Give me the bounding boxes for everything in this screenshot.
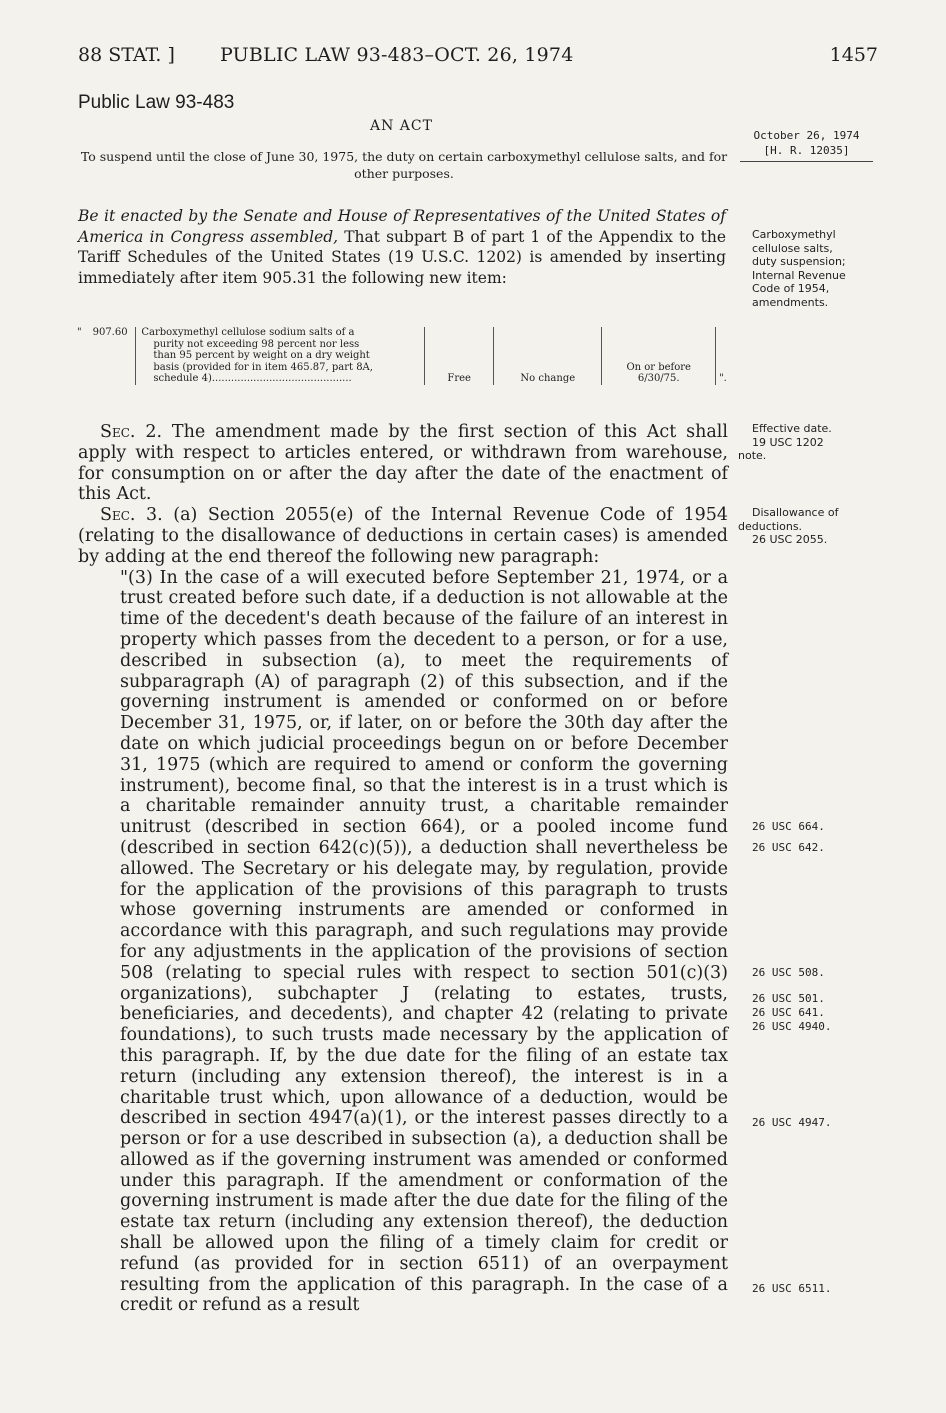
tariff-change: No change bbox=[494, 327, 602, 385]
running-title: PUBLIC LAW 93-483–OCT. 26, 1974 bbox=[220, 44, 574, 66]
open-quote: " bbox=[77, 327, 82, 338]
enacting-clause bbox=[78, 206, 726, 288]
tariff-period bbox=[602, 327, 716, 385]
margin-note-usc4947: 26 USC 4947. bbox=[752, 1116, 832, 1129]
margin-note-line: Internal Revenue bbox=[752, 268, 846, 282]
margin-note-line: 19 USC 1202 bbox=[752, 435, 824, 449]
margin-note-usc508: 26 USC 508. bbox=[752, 966, 825, 979]
page-header bbox=[78, 44, 878, 74]
date-rule bbox=[740, 161, 873, 162]
close-quote: ". bbox=[719, 373, 727, 384]
an-act-heading: AN ACT bbox=[370, 118, 433, 134]
margin-note-usc501: 26 USC 501. bbox=[752, 992, 825, 1005]
margin-note-line: note. bbox=[738, 449, 767, 462]
margin-note-line: cellulose salts, bbox=[752, 241, 833, 255]
period-line: 6/30/75. bbox=[637, 373, 680, 384]
body-text bbox=[78, 422, 728, 1316]
margin-note-line: Disallowance of bbox=[752, 506, 839, 519]
section-text: (a) Section 2055(e) of the Internal Revenue Code of 1954 (relating to the disallowance of deductions in certain cases) is amended by adding at the end thereof the following new paragraph: bbox=[78, 505, 728, 567]
tariff-item-number: 907.60 bbox=[90, 327, 136, 385]
tariff-rate: Free bbox=[425, 327, 494, 385]
margin-note-usc4940: 26 USC 4940. bbox=[752, 1020, 832, 1033]
public-law-title: Public Law 93-483 bbox=[78, 92, 235, 113]
desc-line: schedule 4)............................................ bbox=[153, 373, 352, 384]
margin-note-line: Code of 1954, bbox=[752, 282, 830, 295]
desc-line: Carboxymethyl cellulose sodium salts of a bbox=[141, 327, 355, 338]
margin-note-line: Carboxymethyl bbox=[752, 228, 836, 241]
stat-reference: 88 STAT. ] bbox=[78, 44, 175, 66]
desc-line: than 95 percent by weight on a dry weight bbox=[153, 350, 370, 361]
bill-number: [H. R. 12035] bbox=[763, 144, 850, 157]
margin-note-usc642: 26 USC 642. bbox=[752, 841, 825, 854]
margin-note-effective bbox=[738, 422, 882, 463]
enactment-date: October 26, 1974 bbox=[753, 129, 860, 142]
enacting-text: That subpart B of part 1 of the Appendix to the Tariff Schedules of the United States (19 U.S.C. 1202) is amended by inserting immediately after item 905.31 the following new item: bbox=[78, 227, 726, 287]
tariff-description bbox=[136, 327, 425, 385]
section-3 bbox=[78, 505, 728, 567]
date-box bbox=[740, 128, 873, 162]
section-2 bbox=[78, 422, 728, 505]
section-text: The amendment made by the first section of this Act shall apply with respect to articles entered, or withdrawn from warehouse, for consumption on or after the day after the date of the enactment of this Act. bbox=[78, 422, 728, 505]
page-number: 1457 bbox=[829, 44, 878, 66]
tariff-item-table bbox=[74, 327, 734, 385]
desc-line: purity not exceeding 98 percent nor less bbox=[153, 338, 360, 350]
margin-note-usc641: 26 USC 641. bbox=[752, 1006, 825, 1019]
margin-note-carboxymethyl bbox=[752, 228, 882, 309]
desc-line: basis (provided for in item 465.87, part 8A, bbox=[153, 361, 373, 373]
margin-note-line: duty suspension; bbox=[752, 255, 846, 268]
enacting-formula: Be it enacted by the Senate and House of Representatives of the United States of America in Congress assembled, bbox=[78, 207, 726, 246]
margin-note-line: 26 USC 2055. bbox=[752, 533, 828, 546]
margin-note-usc6511: 26 USC 6511. bbox=[752, 1282, 832, 1295]
period-line: On or before bbox=[626, 361, 691, 373]
margin-note-disallowance bbox=[738, 506, 882, 547]
tariff-row bbox=[74, 327, 734, 385]
section-label: Sec. 2. bbox=[100, 422, 163, 442]
margin-note-line: Effective date. bbox=[752, 422, 832, 435]
section-label: Sec. 3. bbox=[100, 505, 163, 526]
quoted-paragraph: "(3) In the case of a will executed before September 21, 1974, or a trust created before such date, if a deduction is not allowable at the time of the decedent's death because of the failure of an interest in property which passes from the decedent to a person, or for a use, described in subsection (a), to meet the requirements of subparagraph (A) of paragraph (2) of this subsection, and if the governing instrument is amended or conformed on or before December 31, 1975, or, if later, on or before the 30th day after the date on which judicial proceedings begun on or before December 31, 1975 (which are required to amend or conform the governing instrument), become final, so that the interest is in a trust which is a charitable remainder annuity trust, a charitable remainder unitrust (described in section 664), or a pooled income fund (described in section 642(c)(5)), a deduction shall nevertheless be allowed. The Secretary or his delegate may, by regulation, provide for the application of the provisions of this paragraph to trusts whose governing instruments are amended or conformed in accordance with this paragraph, and such regulations may provide for any adjustments in the application of the provisions of section 508 (relating to special rules with respect to section 501(c)(3) organizations), subchapter J (relating to estates, trusts, beneficiaries, and decedents), and chapter 42 (relating to private foundations), to such trusts made necessary by the application of this paragraph. If, by the due date for the filing of an estate tax return (including any extension thereof), the interest is in a charitable trust which, upon allowance of a deduction, would be described in section 4947(a)(1), or the interest passes directly to a person or for a use described in subsection (a), a deduction shall be allowed as if the governing instrument was amended or conformed under this paragraph. If the amendment or conformation of the governing instrument is made after the due date for the filing of the estate tax return (including any extension thereof), the deduction shall be allowed upon the filing of a timely claim for credit or refund (as provided for in section 6511) of an overpayment resulting from the application of this paragraph. In the case of a credit or refund as a result bbox=[120, 567, 728, 1316]
margin-note-line: deductions. bbox=[738, 519, 803, 533]
purpose-statement: To suspend until the close of June 30, 1975, the duty on certain carboxymethyl cellulose salts, and for other purposes. bbox=[80, 149, 728, 181]
margin-note-line: amendments. bbox=[752, 295, 829, 309]
margin-note-usc664: 26 USC 664. bbox=[752, 820, 825, 833]
